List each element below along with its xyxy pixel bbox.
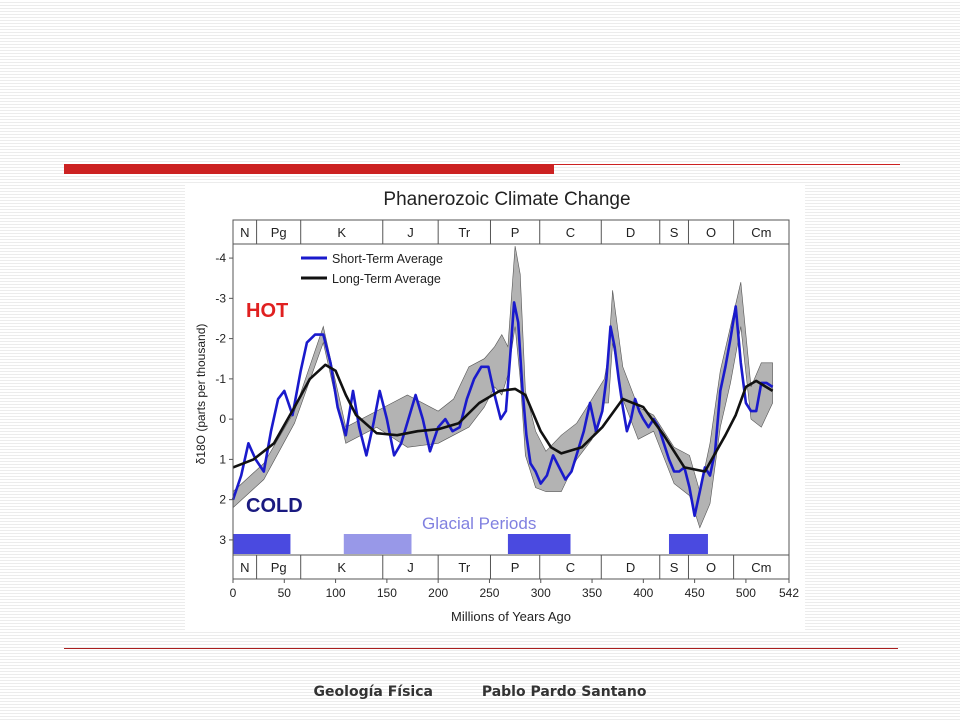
title-bar-line [554,164,900,165]
title-bar-accent [64,164,554,174]
x-tick-label: 150 [376,586,397,600]
glacial-periods-label: Glacial Periods [422,514,537,533]
uncertainty-band [233,246,773,528]
footer-author: Pablo Pardo Santano [481,684,647,700]
bottom-period-label-p: P [510,560,520,575]
chart-legend [301,252,443,286]
top-period-label-o: O [705,225,717,240]
bottom-period-label-tr: Tr [458,560,471,575]
top-period-label-tr: Tr [458,225,471,240]
glacial-bar-2 [508,534,571,554]
bottom-period-label-k: K [337,560,347,575]
glacial-bar-0 [233,534,290,554]
y-axis-label: δ18O (parts per thousand) [194,323,208,465]
x-tick-label: 300 [530,586,551,600]
cold-label: COLD [246,495,303,517]
x-tick-label: 350 [582,586,603,600]
chart-title: Phanerozoic Climate Change [383,189,631,210]
x-tick-label: 500 [735,586,756,600]
footer-course: Geología Física [313,684,433,700]
x-tick-label: 200 [428,586,449,600]
top-period-label-p: P [510,225,520,240]
top-period-label-k: K [337,225,347,240]
y-tick-label: 0 [219,412,226,427]
hot-label: HOT [246,300,289,322]
slide-footer [0,684,960,700]
bottom-period-label-cm: Cm [751,560,772,575]
x-axis-label: Millions of Years Ago [451,609,571,624]
chart-figure [185,184,805,630]
x-tick-label: 450 [684,586,705,600]
bottom-period-label-o: O [705,560,717,575]
x-tick-label: 400 [633,586,654,600]
top-period-label-c: C [565,225,576,240]
y-tick-label: -2 [215,331,226,346]
x-tick-label: 0 [229,586,237,600]
y-tick-label: 2 [219,492,226,507]
glacial-bar-3 [669,534,708,554]
x-tick-label: 50 [277,586,291,600]
y-tick-label: 1 [219,452,226,467]
y-tick-label: -4 [215,251,226,266]
legend-short-term-label: Short-Term Average [332,252,443,266]
x-tick-label: 250 [479,586,500,600]
top-period-label-d: D [625,225,636,240]
footer-divider [64,648,898,649]
glacial-bar-1 [344,534,412,554]
top-period-label-j: J [407,225,414,240]
top-period-label-cm: Cm [751,225,772,240]
x-tick-label: 100 [325,586,346,600]
legend-long-term-label: Long-Term Average [332,272,441,286]
bottom-period-label-c: C [565,560,576,575]
top-period-label-s: S [669,225,679,240]
y-tick-label: -3 [215,291,226,306]
bottom-period-label-d: D [625,560,636,575]
bottom-period-label-j: J [407,560,414,575]
bottom-period-label-pg: Pg [270,560,287,575]
top-period-label-n: N [240,225,250,240]
y-tick-label: -1 [215,371,226,386]
y-tick-label: 3 [219,532,226,547]
bottom-period-label-n: N [240,560,250,575]
top-period-label-pg: Pg [270,225,287,240]
phanerozoic-climate-chart [185,184,805,630]
bottom-period-label-s: S [669,560,679,575]
x-tick-label: 542 [778,586,800,600]
